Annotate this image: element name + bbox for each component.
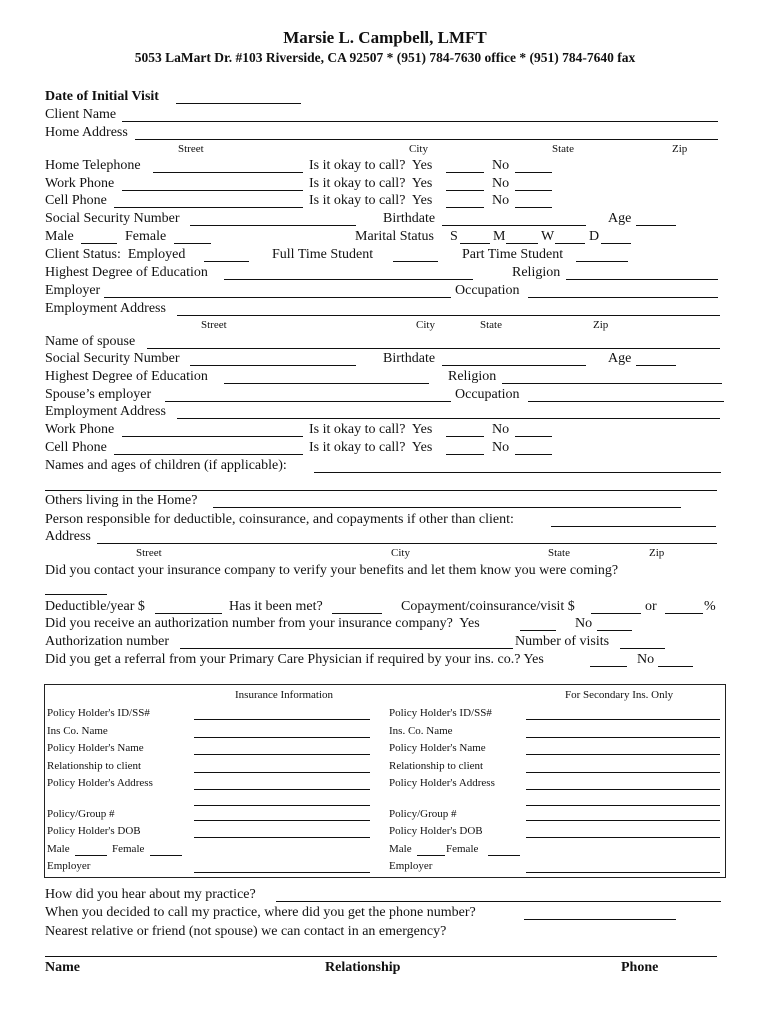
spouse-birthdate-label: Birthdate [383, 351, 436, 366]
occupation-label: Occupation [455, 283, 520, 298]
employer-label: Employer [45, 283, 101, 298]
sec-holder-dob-label: Policy Holder's DOB [389, 825, 483, 837]
state-caption: State [480, 319, 502, 331]
deductible-label: Deductible/year $ [45, 599, 145, 614]
col-name-label: Name [45, 960, 80, 975]
sec-female-label: Female [446, 843, 479, 855]
auth-no-label: No [575, 616, 593, 631]
sec-holder-address-field-2[interactable] [526, 805, 720, 806]
others-field[interactable] [213, 507, 681, 508]
age-label: Age [608, 211, 632, 226]
ins-co-label: Ins Co. Name [47, 725, 108, 737]
okay-call-yes-field[interactable] [446, 172, 484, 173]
religion-label: Religion [512, 265, 561, 280]
spouse-occupation-field[interactable] [528, 401, 724, 402]
spouse-age-field[interactable] [636, 365, 676, 366]
birthdate-field[interactable] [442, 225, 586, 226]
or-label: or [645, 599, 657, 614]
contact-insurance-field[interactable] [45, 594, 107, 595]
been-met-field[interactable] [332, 613, 382, 614]
holder-dob-field[interactable] [194, 837, 370, 838]
female-label: Female [125, 229, 167, 244]
sec-policy-id-field[interactable] [526, 719, 720, 720]
referral-yes-field[interactable] [590, 666, 627, 667]
no-label: No [492, 422, 510, 437]
okay-call-yes-field[interactable] [446, 436, 484, 437]
spouse-occupation-label: Occupation [455, 387, 520, 402]
relationship-field[interactable] [194, 772, 370, 773]
spouse-religion-field[interactable] [502, 383, 722, 384]
okay-call-label: Is it okay to call? Yes [309, 422, 433, 437]
religion-field[interactable] [566, 279, 718, 280]
no-label: No [492, 176, 510, 191]
marital-s-field[interactable] [460, 243, 490, 244]
spouse-employer-label: Spouse’s employer [45, 387, 152, 402]
policy-id-label: Policy Holder's ID/SS# [47, 707, 150, 719]
zip-caption: Zip [672, 143, 688, 155]
no-label: No [492, 193, 510, 208]
work-phone-label: Work Phone [45, 176, 115, 191]
okay-call-no-field[interactable] [515, 190, 552, 191]
phone-source-label: When you decided to call my practice, where did you get the phone number? [45, 905, 476, 920]
responsible-address-label: Address [45, 529, 91, 544]
group-label: Policy/Group # [47, 808, 115, 820]
referral-label: Did you get a referral from your Primary Care Physician if required by your ins. co.? Yes [45, 652, 544, 667]
auth-number-field[interactable] [180, 648, 513, 649]
ins-male-field[interactable] [75, 855, 107, 856]
city-caption: City [416, 319, 435, 331]
marital-label: Marital Status [355, 229, 434, 244]
home-address-label: Home Address [45, 125, 128, 140]
contact-insurance-label: Did you contact your insurance company to verify your benefits and let them know you were coming? [45, 563, 619, 578]
spouse-name-field[interactable] [147, 348, 720, 349]
work-phone-field[interactable] [122, 190, 303, 191]
sec-ins-co-label: Ins. Co. Name [389, 725, 453, 737]
holder-name-field[interactable] [194, 754, 370, 755]
children-field[interactable] [314, 472, 721, 473]
zip-caption: Zip [649, 547, 665, 559]
relationship-label: Relationship to client [47, 760, 142, 772]
sec-holder-name-field[interactable] [526, 754, 720, 755]
okay-call-yes-field[interactable] [446, 190, 484, 191]
male-field[interactable] [81, 243, 117, 244]
client-name-field[interactable] [122, 121, 718, 122]
num-visits-field[interactable] [620, 648, 665, 649]
sec-male-label: Male [389, 843, 412, 855]
auth-no-field[interactable] [597, 630, 632, 631]
sec-group-field[interactable] [526, 820, 720, 821]
responsible-field[interactable] [551, 526, 716, 527]
age-field[interactable] [636, 225, 676, 226]
children-label: Names and ages of children (if applicable): [45, 458, 287, 473]
ins-female-label: Female [112, 843, 145, 855]
num-visits-label: Number of visits [515, 634, 610, 649]
sec-policy-id-label: Policy Holder's ID/SS# [389, 707, 492, 719]
secondary-insurance-title: For Secondary Ins. Only [565, 689, 674, 701]
city-caption: City [409, 143, 428, 155]
spouse-employment-address-label: Employment Address [45, 404, 166, 419]
spouse-birthdate-field[interactable] [442, 365, 586, 366]
holder-name-label: Policy Holder's Name [47, 742, 144, 754]
page-title: Marsie L. Campbell, LMFT [283, 28, 487, 47]
city-caption: City [391, 547, 410, 559]
sec-holder-dob-field[interactable] [526, 837, 720, 838]
birthdate-label: Birthdate [383, 211, 436, 226]
spouse-work-phone-label: Work Phone [45, 422, 115, 437]
been-met-label: Has it been met? [229, 599, 323, 614]
responsible-address-field[interactable] [97, 543, 717, 544]
cell-phone-field[interactable] [114, 207, 303, 208]
spouse-education-field[interactable] [224, 383, 429, 384]
part-time-label: Part Time Student [462, 247, 564, 262]
okay-call-label: Is it okay to call? Yes [309, 440, 433, 455]
ins-male-label: Male [47, 843, 70, 855]
street-caption: Street [201, 319, 227, 331]
employment-address-label: Employment Address [45, 301, 166, 316]
marital-m-field[interactable] [506, 243, 538, 244]
okay-call-yes-field[interactable] [446, 454, 484, 455]
holder-address-field-2[interactable] [194, 805, 370, 806]
hear-field[interactable] [276, 901, 721, 902]
others-label: Others living in the Home? [45, 493, 198, 508]
ssn-label: Social Security Number [45, 211, 180, 226]
spouse-ssn-label: Social Security Number [45, 351, 180, 366]
sec-group-label: Policy/Group # [389, 808, 457, 820]
group-field[interactable] [194, 820, 370, 821]
referral-no-field[interactable] [658, 666, 693, 667]
spouse-education-label: Highest Degree of Education [45, 369, 208, 384]
employer-field[interactable] [104, 297, 451, 298]
marital-w-label: W [541, 229, 555, 244]
marital-d-field[interactable] [601, 243, 631, 244]
sec-ins-co-field[interactable] [526, 737, 720, 738]
phone-source-field[interactable] [524, 919, 676, 920]
sec-holder-name-label: Policy Holder's Name [389, 742, 486, 754]
okay-call-label: Is it okay to call? Yes [309, 158, 433, 173]
practice-address: 5053 LaMart Dr. #103 Riverside, CA 92507 * (951) 784-7630 office * (951) 784-7640 fax [134, 50, 636, 65]
spouse-name-label: Name of spouse [45, 334, 136, 349]
state-caption: State [548, 547, 570, 559]
occupation-field[interactable] [528, 297, 718, 298]
sec-relationship-field[interactable] [526, 772, 720, 773]
female-field[interactable] [174, 243, 211, 244]
spouse-religion-label: Religion [448, 369, 497, 384]
home-phone-field[interactable] [153, 172, 303, 173]
part-time-field[interactable] [576, 261, 628, 262]
sec-employer-field[interactable] [526, 872, 720, 873]
primary-insurance-title: Insurance Information [235, 689, 334, 701]
sec-male-field[interactable] [417, 855, 445, 856]
no-label: No [492, 440, 510, 455]
marital-s-label: S [450, 229, 458, 244]
deductible-field[interactable] [155, 613, 222, 614]
cell-phone-label: Cell Phone [45, 193, 107, 208]
sec-female-field[interactable] [488, 855, 520, 856]
male-label: Male [45, 229, 74, 244]
okay-call-no-field[interactable] [515, 207, 552, 208]
spouse-ssn-field[interactable] [190, 365, 356, 366]
spouse-work-phone-field[interactable] [122, 436, 303, 437]
sec-employer-label: Employer [389, 860, 433, 872]
ins-employer-label: Employer [47, 860, 91, 872]
ins-employer-field[interactable] [194, 872, 370, 873]
street-caption: Street [178, 143, 204, 155]
copay-label: Copayment/coinsurance/visit $ [401, 599, 575, 614]
marital-m-label: M [493, 229, 506, 244]
spouse-cell-phone-field[interactable] [114, 454, 303, 455]
percent-label: % [704, 599, 716, 614]
client-status-label: Client Status: Employed [45, 247, 186, 262]
referral-no-label: No [637, 652, 655, 667]
sec-holder-address-field[interactable] [526, 789, 720, 790]
spouse-age-label: Age [608, 351, 632, 366]
ins-female-field[interactable] [150, 855, 182, 856]
coinsurance-field[interactable] [665, 613, 703, 614]
street-caption: Street [136, 547, 162, 559]
education-field[interactable] [224, 279, 473, 280]
children-field-2[interactable] [45, 490, 717, 491]
nearest-relative-label: Nearest relative or friend (not spouse) we can contact in an emergency? [45, 924, 447, 939]
employed-field[interactable] [204, 261, 249, 262]
hear-label: How did you hear about my practice? [45, 887, 256, 902]
okay-call-no-field[interactable] [515, 454, 552, 455]
ins-co-field[interactable] [194, 737, 370, 738]
okay-call-yes-field[interactable] [446, 207, 484, 208]
auth-number-label: Authorization number [45, 634, 170, 649]
ssn-field[interactable] [190, 225, 356, 226]
policy-id-field[interactable] [194, 719, 370, 720]
okay-call-label: Is it okay to call? Yes [309, 176, 433, 191]
col-phone-label: Phone [621, 960, 659, 975]
marital-w-field[interactable] [555, 243, 585, 244]
spouse-employer-field[interactable] [165, 401, 451, 402]
holder-address-label: Policy Holder's Address [47, 777, 153, 789]
zip-caption: Zip [593, 319, 609, 331]
spouse-cell-phone-label: Cell Phone [45, 440, 107, 455]
full-time-field[interactable] [393, 261, 438, 262]
full-time-label: Full Time Student [272, 247, 374, 262]
responsible-label: Person responsible for deductible, coinsurance, and copayments if other than client: [45, 512, 514, 527]
state-caption: State [552, 143, 574, 155]
client-name-label: Client Name [45, 107, 117, 122]
sec-relationship-label: Relationship to client [389, 760, 484, 772]
date-initial-label: Date of Initial Visit [45, 89, 159, 104]
emergency-contact-field[interactable] [45, 956, 717, 957]
date-initial-field[interactable] [176, 103, 301, 104]
okay-call-no-field[interactable] [515, 436, 552, 437]
auth-received-label: Did you receive an authorization number from your insurance company? Yes [45, 616, 480, 631]
home-address-field[interactable] [135, 139, 718, 140]
holder-dob-label: Policy Holder's DOB [47, 825, 141, 837]
home-phone-label: Home Telephone [45, 158, 141, 173]
col-relationship-label: Relationship [325, 960, 401, 975]
okay-call-no-field[interactable] [515, 172, 552, 173]
employment-address-field[interactable] [177, 315, 720, 316]
sec-holder-address-label: Policy Holder's Address [389, 777, 495, 789]
okay-call-label: Is it okay to call? Yes [309, 193, 433, 208]
marital-d-label: D [589, 229, 600, 244]
education-label: Highest Degree of Education [45, 265, 208, 280]
holder-address-field[interactable] [194, 789, 370, 790]
auth-yes-field[interactable] [520, 630, 556, 631]
spouse-employment-address-field[interactable] [177, 418, 720, 419]
copay-field[interactable] [591, 613, 641, 614]
no-label: No [492, 158, 510, 173]
